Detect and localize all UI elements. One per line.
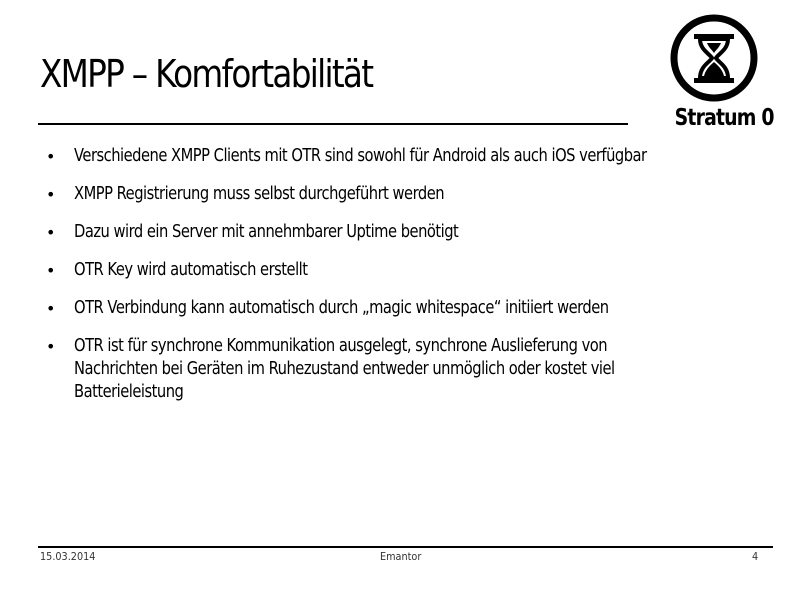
footer-divider <box>38 546 773 548</box>
list-item <box>44 221 744 244</box>
bullet-dot: • <box>46 261 56 280</box>
list-item <box>44 183 744 206</box>
hourglass-logo-icon <box>666 12 762 108</box>
title-divider <box>38 123 628 125</box>
list-item <box>44 297 744 320</box>
footer-author: Emantor <box>380 550 422 563</box>
list-item <box>44 259 744 282</box>
logo-text: Stratum 0 <box>674 105 774 131</box>
bullet-dot: • <box>46 223 56 242</box>
bullet-text: OTR ist für synchrone Kommunikation ausgelegt, synchrone Auslieferung von Nachrichten bei Geräten im Ruhezustand entweder unmöglich oder kostet viel Batterieleistung <box>74 336 615 402</box>
bullet-dot: • <box>46 147 56 166</box>
stratum0-logo <box>666 12 774 136</box>
bullet-text: XMPP Registrierung muss selbst durchgeführt werden <box>74 184 445 204</box>
bullet-text: Dazu wird ein Server mit annehmbarer Uptime benötigt <box>74 222 459 242</box>
footer-date: 15.03.2014 <box>40 550 96 563</box>
bullet-dot: • <box>46 185 56 204</box>
bullet-dot: • <box>46 337 56 356</box>
bullet-text: OTR Verbindung kann automatisch durch „magic whitespace“ initiiert werden <box>74 298 609 318</box>
bullet-text: Verschiedene XMPP Clients mit OTR sind sowohl für Android als auch iOS verfügbar <box>74 146 647 166</box>
bullet-text: OTR Key wird automatisch erstellt <box>74 260 308 280</box>
slide-title: XMPP – Komfortabilität <box>40 52 373 96</box>
page-number: 4 <box>752 550 759 563</box>
bullet-dot: • <box>46 299 56 318</box>
list-item <box>44 145 744 168</box>
list-item <box>44 335 744 404</box>
bullet-list <box>44 145 744 419</box>
